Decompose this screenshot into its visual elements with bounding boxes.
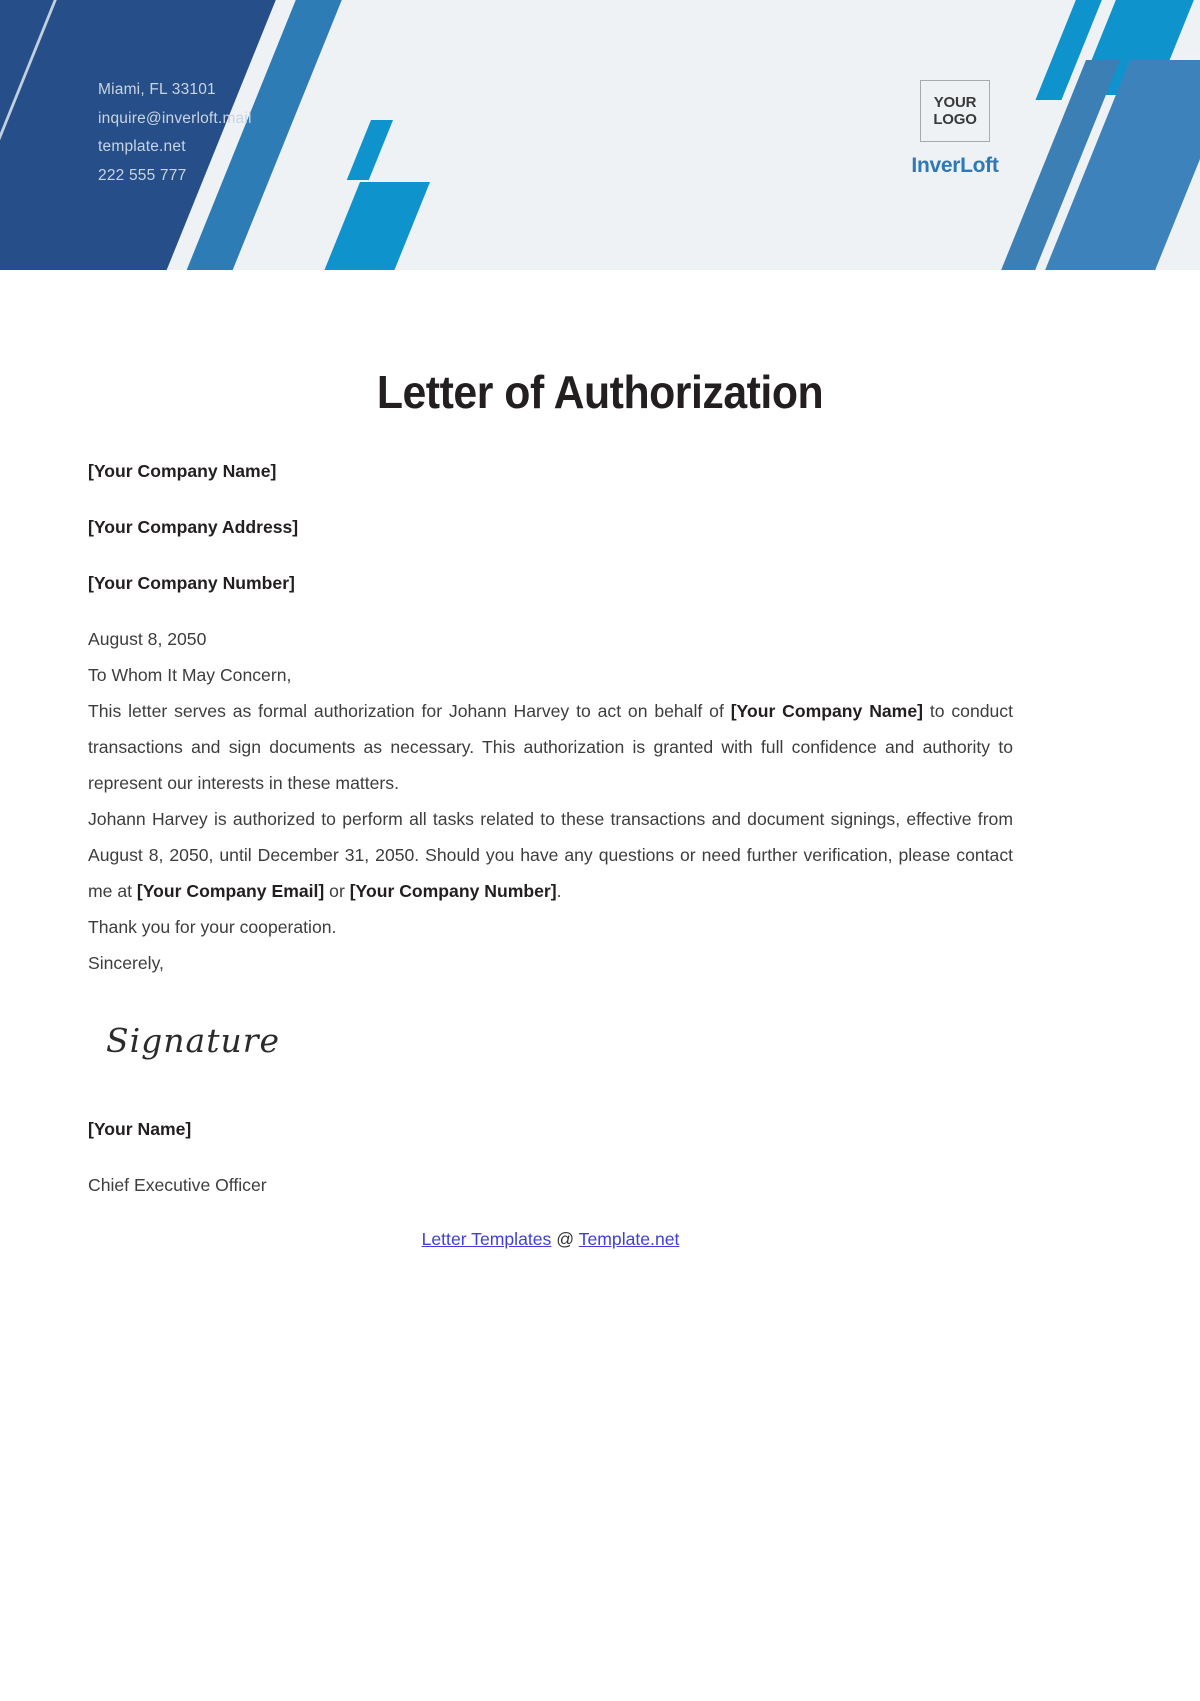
paragraph-authorization — [88, 693, 1013, 801]
signature-mark: Signature — [106, 1021, 281, 1060]
para1-placeholder-company-name: [Your Company Name] — [730, 701, 923, 721]
letter-date: August 8, 2050 — [88, 629, 207, 649]
para1-text-2: to conduct transactions and sign documents as necessary. This authorization is granted with full confidence and authority to represent our interests in these matters. — [88, 701, 1013, 793]
logo-text-line-1: YOUR — [933, 94, 977, 111]
thank-you-line: Thank you for your cooperation. — [88, 917, 337, 937]
paragraph-scope-and-contact — [88, 801, 1013, 909]
recipient-company-name: [Your Company Name] — [88, 461, 277, 481]
brand-name: InverLoft — [911, 154, 999, 177]
contact-address: Miami, FL 33101 — [98, 81, 216, 98]
para2-text-2: or — [324, 881, 350, 901]
decorative-cyan-large-shape — [316, 182, 430, 270]
logo-area — [862, 80, 1048, 178]
para2-placeholder-company-number: [Your Company Number] — [349, 881, 557, 901]
contact-info-block — [98, 76, 252, 190]
contact-phone: 222 555 777 — [98, 166, 187, 184]
closing-line: Sincerely, — [88, 953, 164, 973]
signer-name: [Your Name] — [88, 1119, 192, 1139]
footer-credit — [88, 1221, 1013, 1257]
letter-body — [88, 453, 1013, 1257]
recipient-company-number: [Your Company Number] — [88, 573, 295, 593]
para1-text-1: This letter serves as formal authorization for Johann Harvey to act on behalf of — [88, 701, 731, 721]
footer-separator: @ — [551, 1229, 579, 1249]
contact-email: inquire@inverloft.mail — [98, 109, 252, 127]
page-title: Letter of Authorization — [376, 366, 824, 418]
letter-page — [0, 270, 1200, 1257]
letterhead-banner — [0, 0, 1200, 270]
recipient-company-address: [Your Company Address] — [88, 517, 299, 537]
template-net-link[interactable]: Template.net — [578, 1229, 680, 1249]
para2-placeholder-company-email: [Your Company Email] — [136, 881, 325, 901]
salutation: To Whom It May Concern, — [88, 665, 292, 685]
para2-text-3: . — [556, 881, 562, 901]
company-logo-placeholder — [920, 80, 990, 142]
letter-templates-link[interactable]: Letter Templates — [421, 1229, 552, 1249]
contact-website: template.net — [98, 138, 186, 155]
para2-text-1: Johann Harvey is authorized to perform all tasks related to these transactions and document signings, effective from August 8, 2050, until December 31, 2050. Should you have any questions or need further verification, please contact me at — [88, 809, 1013, 901]
logo-text-line-2: LOGO — [933, 111, 977, 128]
signer-role: Chief Executive Officer — [88, 1175, 267, 1195]
decorative-cyan-small-shape — [347, 120, 393, 180]
